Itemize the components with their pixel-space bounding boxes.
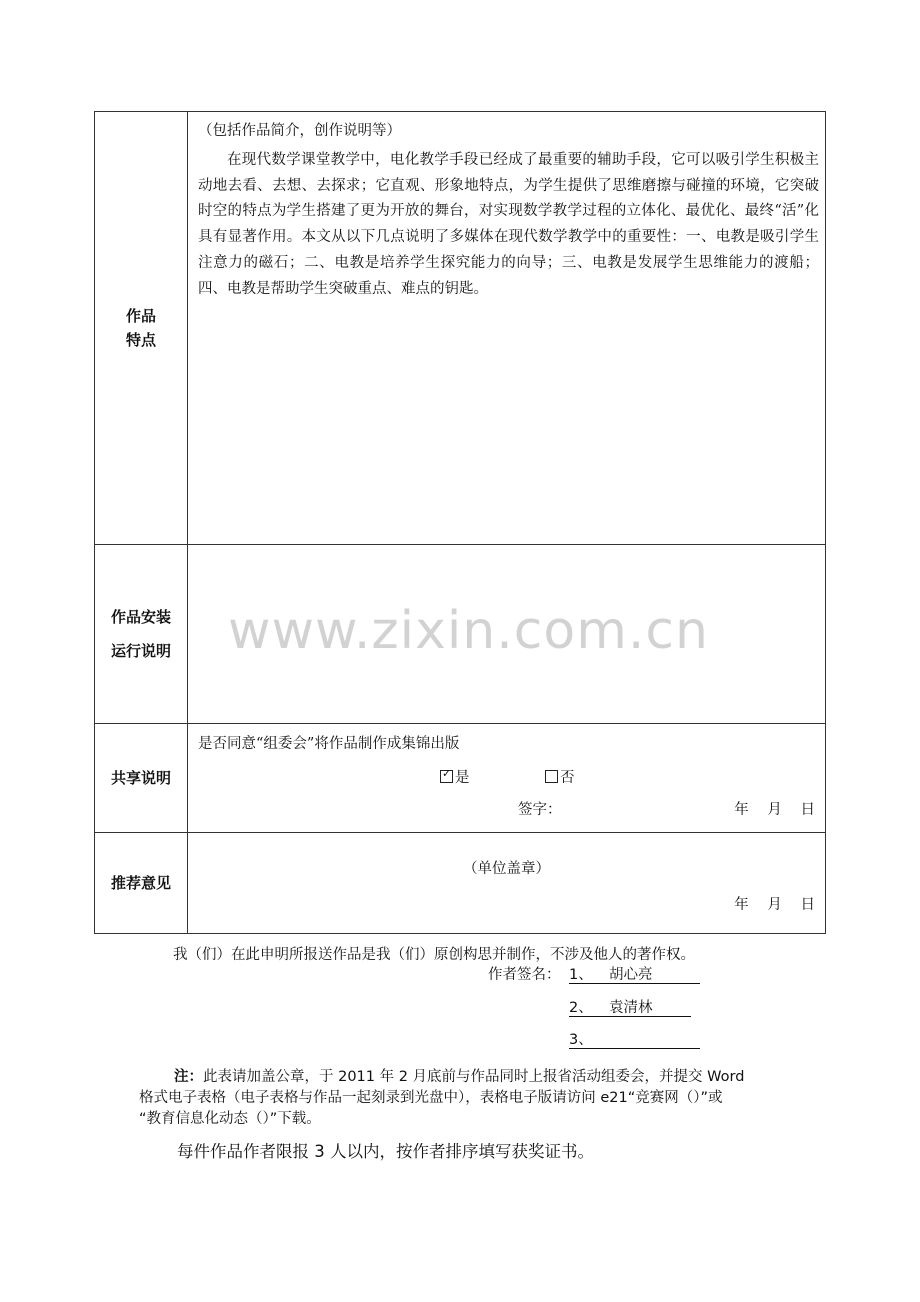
share-label: 共享说明 [95,724,188,833]
recommend-row [95,833,826,934]
share-yes-option[interactable]: ✓是 [440,766,470,787]
install-label: 作品安装 运行说明 [95,545,188,724]
author-signature-label: 作者签名： [488,967,561,983]
checked-box-icon[interactable] [440,770,453,783]
note-prefix: 注： [174,1069,203,1085]
seal-placeholder: （单位盖章） [463,861,550,877]
recommend-content [188,833,826,934]
originality-declaration: 我（们）在此申明所报送作品是我（们）原创构思并制作，不涉及他人的著作权。 [173,947,695,963]
share-no-option[interactable]: 否 [545,766,575,787]
signature-label: 签字： [518,802,562,818]
install-content[interactable] [188,545,826,724]
submission-note: 注：此表请加盖公章，于 2011 年 2 月底前与作品同时上报省活动组委会，并提交 Word 格式电子表格（电子表格与作品一起刻录到光盘中），表格电子版请访问 e21“竞赛网（）”或 “教育信息化动态（）”下载。 [139,1069,745,1127]
features-hint: （包括作品简介，创作说明等） [198,123,401,139]
share-date: 年 月 日 [734,802,815,818]
features-label: 作品 特点 [95,112,188,545]
recommend-date: 年 月 日 [734,897,815,913]
recommend-label: 推荐意见 [95,833,188,934]
author-line-1[interactable]: 1、 胡心亮 [569,963,700,984]
share-content [188,724,826,833]
install-row [95,545,826,724]
features-row [95,112,826,545]
empty-box-icon[interactable] [545,770,558,783]
entry-form-table [94,111,826,934]
author-limit-note: 每件作品作者限报 3 人以内，按作者排序填写获奖证书。 [177,1142,594,1161]
author-line-3[interactable]: 3、 [569,1028,700,1049]
author-line-2[interactable]: 2、 袁清林 [569,996,691,1017]
site-watermark: www.zixin.com.cn [228,601,709,661]
features-content[interactable] [188,112,826,545]
share-question: 是否同意“组委会”将作品制作成集锦出版 [198,736,460,752]
features-description: 在现代数学课堂教学中，电化教学手段已经成了最重要的辅助手段，它可以吸引学生积极主动地去看、去想、去探求；它直观、形象地特点，为学生提供了思维磨擦与碰撞的环境，它突破时空的特点为学生搭建了更为开放的舞台，对实现数学教学过程的立体化、最优化、最终“活”化具有显著作用。本文从以下几点说明了多媒体在现代数学教学中的重要性：一、电教是吸引学生注意力的磁石；二、电教是培养学生探究能力的向导；三、电教是发展学生思维能力的渡船；四、电教是帮助学生突破重点、难点的钥匙。 [198,152,819,297]
share-row [95,724,826,833]
